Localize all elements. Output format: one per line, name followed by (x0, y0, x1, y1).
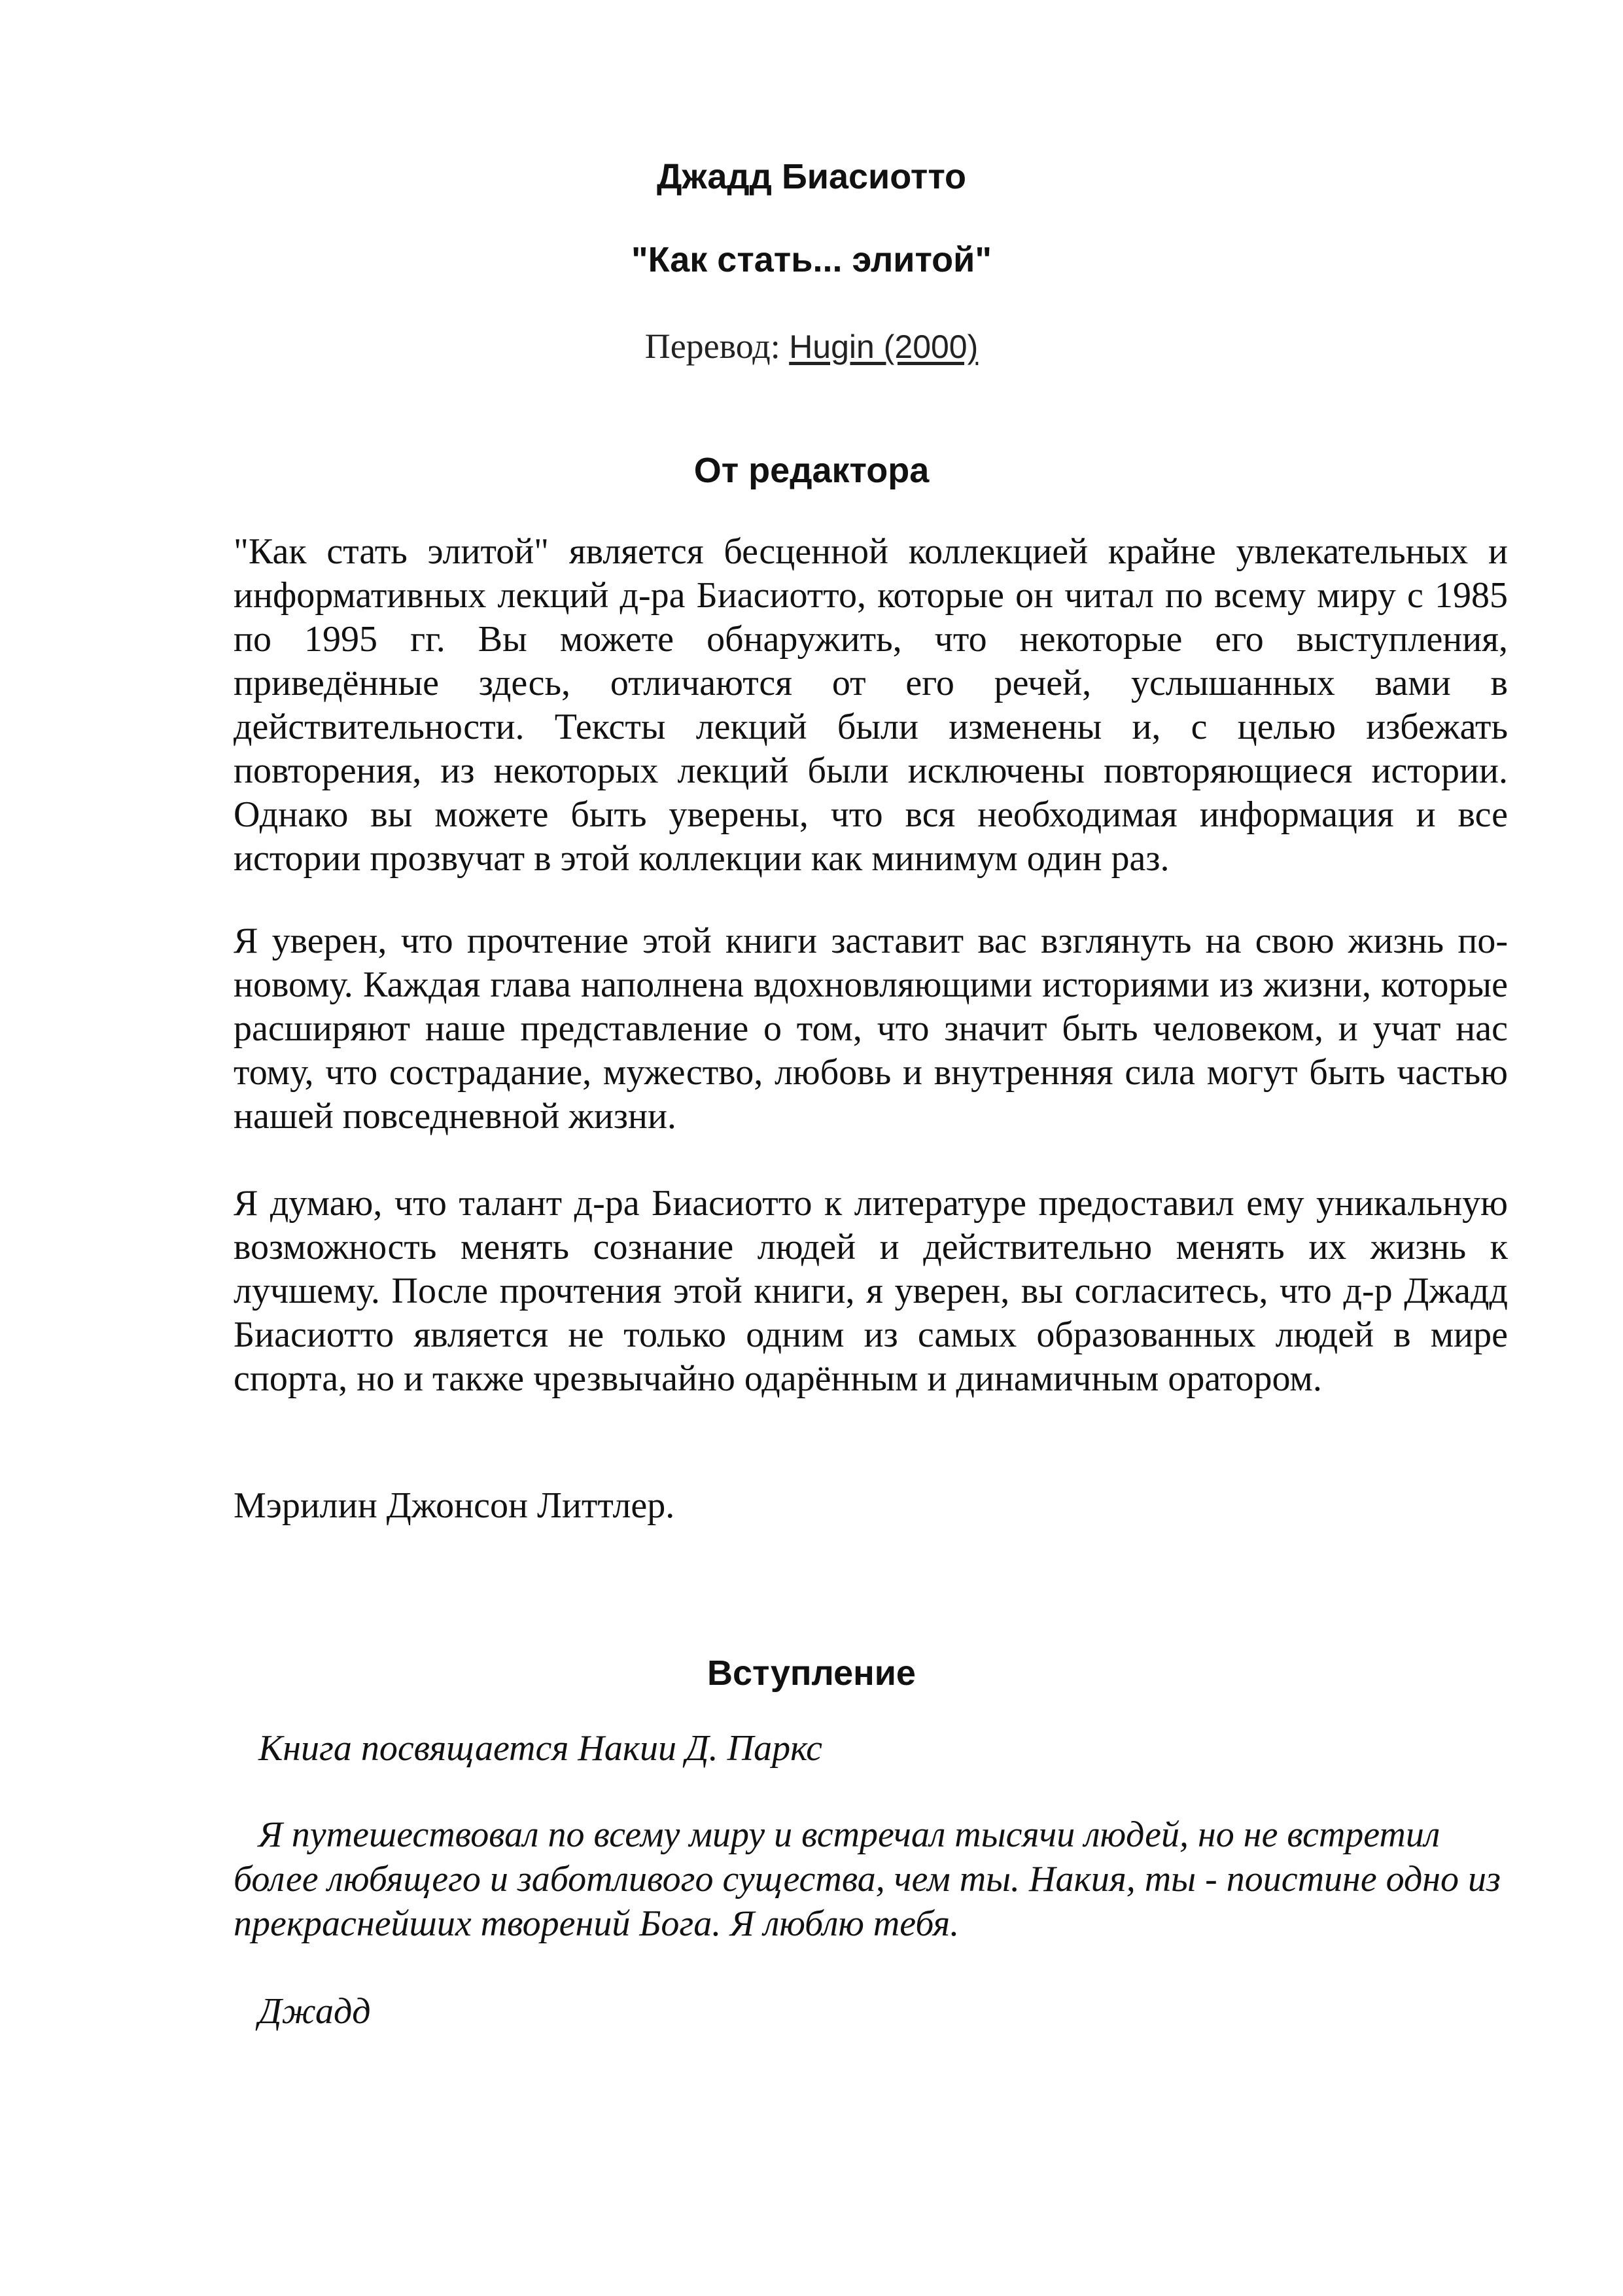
editor-paragraph-1: "Как стать элитой" является бесценной коллекцией крайне увлекательных и информативных лекций д-ра Биасиотто, которые он читал по всему миру с 1985 по 1995 гг. Вы можете обнаружить, что некоторые его выступления, приведённые здесь, отличаются от его речей, услышанных вами в действительности. Тексты лекций были изменены и, с целью избежать повторения, из некоторых лекций были исключены повторяющиеся истории. Однако вы можете быть уверены, что вся необходимая информация и все истории прозвучат в этой коллекции как минимум один раз. (234, 531, 1508, 879)
translation-link[interactable]: Hugin (2000) (789, 328, 979, 365)
dedication-message: Я путешествовал по всему миру и встречал тысячи людей, но не встретил более любящего и заботливого существа, чем ты. Накия, ты - поистине одно из прекраснейших творений Бога. Я люблю тебя. (234, 1814, 1501, 1944)
author-name: Джадд Биасиотто (656, 157, 967, 196)
editor-paragraph-2: Я уверен, что прочтение этой книги заставит вас взглянуть на свою жизнь по-новому. Каждая глава наполнена вдохновляющими историями из жизни, которые расширяют наше представление о том, что значит быть человеком, и учат нас тому, что сострадание, мужество, любовь и внутренняя сила могут быть частью нашей повседневной жизни. (234, 921, 1508, 1137)
editor-paragraph-3: Я думаю, что талант д-ра Биасиотто к литературе предоставил ему уникальную возможность менять сознание людей и действительно менять их жизнь к лучшему. После прочтения этой книги, я уверен, вы согласитесь, что д-р Джадд Биасиотто является не только одним из самых образованных людей в мире спорта, но и также чрезвычайно одарённым и динамичным оратором. (234, 1183, 1508, 1399)
translation-line (0, 328, 1623, 364)
editor-section-heading: От редактора (693, 451, 930, 490)
book-title: "Как стать... элитой" (631, 240, 992, 279)
intro-section-heading: Вступление (707, 1653, 916, 1693)
dedication-signoff: Джадд (258, 1991, 371, 2032)
editor-signature: Мэрилин Джонсон Литтлер. (234, 1485, 675, 1526)
translation-label: Перевод: (644, 327, 790, 366)
dedication-line: Книга посвящается Накии Д. Паркс (258, 1728, 823, 1769)
